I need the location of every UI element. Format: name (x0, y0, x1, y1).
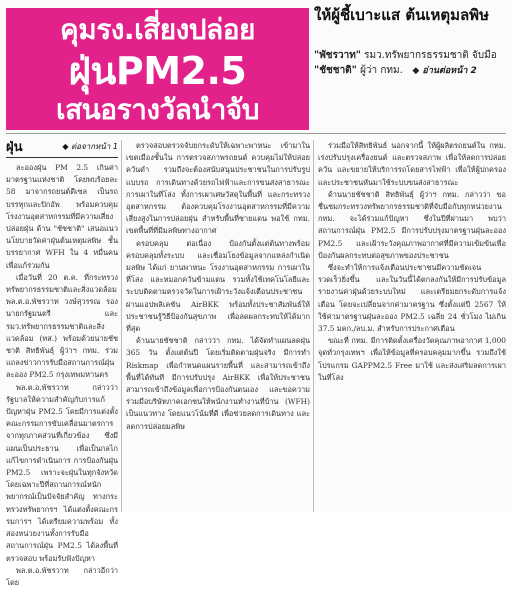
paragraph: พล.ต.อ.พัชรวาท กล่าวว่า รัฐบาลให้ความสำคัญกับการแก้ปัญหาฝุ่น PM2.5 โดยมีการแต่งตั้งคณะกรรมการขับเคลื่อนมาตรการจากทุกภาคส่วนที่เกี่ยวข้อง ซึ่งมีแผนเป็นประธาน เพื่อเป็นกลไกแก้ไขการดำเนินการ การป้องกันฝุ่น PM2.5 เพราะจะฝุ่นในทุกจังหวัด โดยเฉพาะปีที่สถานการณ์หนักพยากรณ์เป็นปัจจัยสำคัญ ทางกระทรวงทรัพยากรฯ ได้แต่งตั้งคณะกรรมการฯ ได้เตรียมความพร้อม ทั้งสองหน่วยงานทั้งการรับมือ สถานการณ์ฝุ่น PM2.5 ได้ลงพื้นที่ตรวจสอบ พร้อมรับฟังปัญหา (6, 382, 118, 563)
diamond-bullet-icon: ◆ (62, 142, 69, 152)
headline-banner (6, 8, 309, 130)
column-heading-title: ฝุ่น (6, 140, 23, 155)
teaser-name-2: "ชัชชาติ" (314, 65, 357, 76)
teaser-body (314, 48, 506, 79)
headline-divider (6, 133, 506, 134)
continued-from-label (62, 141, 118, 153)
teaser-name-1: "พัชรวาท" (314, 50, 361, 61)
column-divider (313, 140, 314, 512)
headline-line-1: คุมรง.เสี่ยงปล่อย (60, 13, 255, 46)
column-divider (121, 140, 122, 512)
article-column-1 (6, 140, 118, 587)
paragraph: ครอบคลุม ต่อเนื่อง ป้องกันตั้งแต่ต้นทางพร้อม ครอบคลุมทั้งระบบ และเชื่อมโยงข้อมูลจากแหล่งกำเนิดมลพิษ ได้แก่ ยานพาหนะ โรงงานอุตสาหกรรม การเผาในที่โล่ง และหมอกควันข้ามแดน รวมทั้งใช้เทคโนโลยีและระบบติดตามตรวจวัดในการเฝ้าระวังแจ้งเตือนประชาชนผ่านแอปพลิเคชัน AirBKK พร้อมทั้งประชาสัมพันธ์ให้ประชาชนรู้วิธีป้องกันสุขภาพ เพื่อลดผลกระทบให้ได้มากที่สุด (126, 238, 310, 334)
paragraph: ด้านนายชัชชาติ กล่าวว่า กทม. ได้จัดทำแผนลดฝุ่น 365 วัน ตั้งแต่ต้นปี โดยเริ่มติดตามฝุ่นจริง มีการทำ Riskmap เพื่อกำหนดแผนรายพื้นที่ และสามารถเข้าถึงพื้นที่ได้ทันที มีการปรับปรุง AirBKK เพื่อให้ประชาชนสามารถเข้าถึงข้อมูลเพื่อการป้องกันตนเอง และขอความร่วมมือบริษัทภาคเอกชนให้พนักงานทำงานที่บ้าน (WFH) เป็นแนวทาง โดยแนวโน้มที่ดี เพื่อช่วยลดการเดินทาง และลดการปล่อยมลพิษ (126, 336, 310, 431)
headline-line-3: เสนอรางวัลนำจับ (56, 93, 259, 126)
article-column-3 (318, 140, 506, 512)
paragraph: พล.ต.อ.พัชรวาท กล่าวอีกว่า โดย (6, 565, 118, 587)
sub-headline-teaser (314, 6, 506, 128)
article-column-2 (126, 140, 310, 512)
headline-line-2: ฝุ่นPM2.5 (68, 49, 247, 93)
paragraph: เมื่อวันที่ 20 ต.ค. ที่กระทรวงทรัพยากรธรรมชาติและสิ่งแวดล้อม พล.ต.อ.พัชรวาท วงษ์สุวรรณ รองนายกรัฐมนตรี และรมว.ทรัพยากรธรรมชาติและสิ่งแวดล้อม (ทส.) พร้อมด้วยนายชัชชาติ สิทธิพันธุ์ ผู้ว่าฯ กทม. ร่วมแถลงข่าวการรับมือสถานการณ์ฝุ่นละออง PM2.5 กรุงเทพมหานคร (6, 272, 118, 380)
teaser-title: ให้ผู้ชี้เบาะแส ต้นเหตุมลพิษ (314, 6, 489, 24)
column-heading (6, 140, 118, 158)
teaser-text-1: รมว.ทรัพยากรธรรมชาติ จับมือ (361, 50, 497, 61)
diamond-bullet-icon: ◆ (412, 66, 420, 76)
paragraph: ละอองฝุ่น PM 2.5 เกินค่ามาตรฐานแห่งชาติ โดยพบร้อยละ 58 มาจากรถยนต์ดีเซล เป็นรถบรรทุกและปิกอัพ พร้อมควบคุมโรงงานอุตสาหกรรมที่มีความเสี่ยงปล่อยฝุ่น ด้าน "ชัชชาติ" เสนอแนวนโยบายวัดค่าฝุ่นต้นเหตุมลพิษ ชั้นบรรยากาศ WFH ใน 4 หมื่นคนเพื่อแก้ร่วมกัน (6, 163, 118, 270)
paragraph: ด้านนายชัชชาติ สิทธิพันธุ์ ผู้ว่าฯ กทม. กล่าวว่า ขอชื่นชมกระทรวงทรัพยากรธรรมชาติที่จับมือกับทุกหน่วยงาน กทม. จะได้ร่วมแก้ปัญหา ซึ่งในปีที่ผ่านมา พบว่า สถานการณ์ฝุ่น PM2.5 มีการปรับปรุงมาตรฐานฝุ่นละออง PM2.5 และเฝ้าระวังคุณภาพอากาศที่มีความเข้มข้นเพื่อป้องกันผลกระทบต่อสุขภาพของประชาชน (318, 189, 506, 260)
paragraph: ซึ่งจะทำให้การแจ้งเตือนประชาชนมีความชัดเจน รวดเร็วยิ่งขึ้น และในวันนี้ได้ตกลงกันให้มีการปรับข้อมูลรายงานค่าฝุ่นด้วยระบบใหม่ และเตรียมยกระดับการแจ้งเตือน โดยจะเปลี่ยนจากค่ามาตรฐาน ซึ่งตั้งแต่ปี 2567 ให้ใช้ค่ามาตรฐานฝุ่นละออง PM2.5 เฉลี่ย 24 ชั่วโมง ไม่เกิน 37.5 มคก./ลบ.ม. สำหรับการประกาศเตือน (318, 263, 506, 334)
paragraph: ตรวจสอบตรวจจับยกระดับให้เฉพาะพาหนะ เข้ามาในเขตเมืองชั้นใน การตรวจสภาพรถยนต์ ควบคุมไม่ให้ปล่อยควันดำ รวมถึงจะต้องสนับสนุนประชาชนในการปรับรูปแบบรถ การเดินทางด้วยรถไฟฟ้าและการขนส่งสาธารณะ การเผาในที่โล่ง ทั้งการเผาเศษวัสดุในพื้นที่ และกระทรวงอุตสาหกรรม ต้องควบคุมโรงงานอุตสาหกรรมที่มีความเสี่ยงสูงในการปล่อยฝุ่น สำหรับพื้นที่ชายแดน พอใช้ กทม. เขตพื้นที่ที่มีมลพิษทางอากาศ (126, 141, 310, 236)
paragraph: ขณะที่ กทม. มีการติดตั้งเครื่องวัดคุณภาพอากาศ 1,000 จุดทั่วกรุงเทพฯ เพื่อให้ข้อมูลที่ครอบคลุมมากขึ้น รวมถึงใช้โปรแกรม GAPPM2.5 Free มาใช้ และส่งเสริมลดการเผาในที่โล่ง (318, 336, 506, 382)
continue-label: อ่านต่อหน้า 2 (422, 66, 477, 76)
continued-from-text: ต่อจากหน้า 1 (71, 142, 118, 152)
teaser-text-2: ผู้ว่า กทม. (356, 65, 403, 76)
paragraph: ร่วมมือให้สิทธิพันธ์ นอกจากนี้ ให้ผู้ผลิตรถยนต์ใน กทม. เร่งปรับปรุงเครื่องยนต์ และตรวจสภาพ เพื่อให้ลดการปล่อยควัน และขยายให้บริการรถโดยสารไฟฟ้า เพื่อให้ผู้ปกครองและประชาชนหันมาใช้ระบบขนส่งสาธารณะ (318, 141, 506, 187)
